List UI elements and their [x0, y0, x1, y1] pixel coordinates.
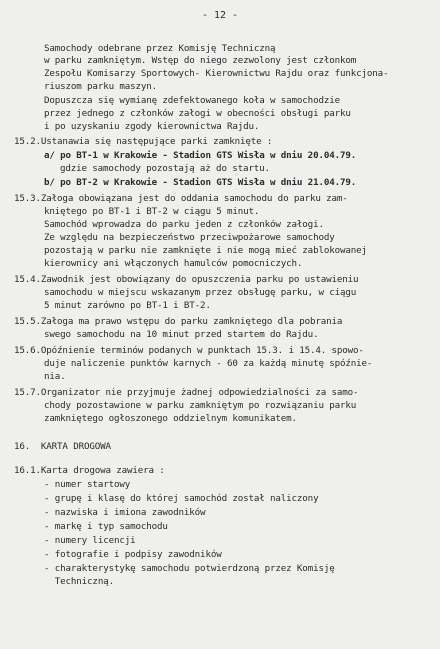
list-item: - numer startowy [44, 479, 131, 490]
section-15-5-line: 15.5.Załoga ma prawo wstępu do parku zamkniętego dla pobrania [14, 316, 343, 327]
section-16-heading: 16. KARTA DROGOWA [14, 441, 111, 452]
section-15-3-line: 15.3.Załoga obowiązana jest do oddania samochodu do parku zam- [14, 193, 348, 204]
list-item: - charakterystykę samochodu potwierdzoną przez Komisję [44, 563, 335, 574]
intro-line: w parku zamkniętym. Wstęp do niego zezwolony jest członkom [44, 55, 357, 66]
list-item: - fotografie i podpisy zawodników [44, 549, 222, 560]
section-15-3-line: kierownicy ani włączonych hamulców pomocniczych. [44, 258, 303, 269]
section-15-3-line: Samochód wprowadza do parku jeden z członków załogi. [44, 219, 324, 230]
list-item: - markę i typ samochodu [44, 521, 168, 532]
section-15-7-line: zamkniętego ogłoszonego oddzielnym komunikatem. [44, 413, 297, 424]
section-15-6-line: duje naliczenie punktów karnych - 60 za każdą minutę spóźnie- [44, 358, 373, 369]
section-15-6-line: nia. [44, 371, 66, 382]
section-15-6-line: 15.6.Opóźnienie terminów podanych w punktach 15.3. i 15.4. spowo- [14, 345, 364, 356]
intro-line: i po uzyskaniu zgody kierownictwa Rajdu. [44, 121, 260, 132]
section-15-2-item-a-cont: gdzie samochody pozostają aż do startu. [60, 163, 270, 174]
section-16-1-heading: 16.1.Karta drogowa zawiera : [14, 465, 165, 476]
section-15-4-line: samochodu w miejscu wskazanym przez obsługę parku, w ciągu [44, 287, 357, 298]
intro-line: Zespołu Komisarzy Sportowych- Kierownictwu Rajdu oraz funkcjona- [44, 68, 389, 79]
intro-line: przez jednego z członków załogi w obecności obsługi parku [44, 108, 351, 119]
list-item: Techniczną. [44, 576, 114, 587]
list-item: - nazwiska i imiona zawodników [44, 507, 206, 518]
section-15-7-line: 15.7.Organizator nie przyjmuje żadnej odpowiedzialności za samo- [14, 387, 359, 398]
section-15-2-heading: 15.2.Ustanawia się następujące parki zamknięte : [14, 136, 273, 147]
section-15-2-item-b: b/ po BT-2 w Krakowie - Stadion GTS Wisła w dniu 21.04.79. [44, 177, 357, 188]
section-15-5-line: swego samochodu na 10 minut przed startem do Rajdu. [44, 329, 319, 340]
intro-line: riuszom parku maszyn. [44, 81, 158, 92]
list-item: - grupę i klasę do której samochód został naliczony [44, 493, 319, 504]
section-15-3-line: Ze względu na bezpieczeństwo przeciwpożarowe samochody [44, 232, 335, 243]
section-15-4-line: 15.4.Zawodnik jest obowiązany do opuszczenia parku po ustawieniu [14, 274, 359, 285]
page-number: - 12 - [201, 10, 239, 21]
section-15-7-line: chody pozostawione w parku zamkniętym po rozwiązaniu parku [44, 400, 357, 411]
section-15-2-item-a: a/ po BT-1 w Krakowie - Stadion GTS Wisła w dniu 20.04.79. [44, 150, 357, 161]
section-15-4-line: 5 minut zarówno po BT-1 i BT-2. [44, 300, 211, 311]
intro-line: Dopuszcza się wymianę zdefektowanego koła w samochodzie [44, 95, 340, 106]
section-15-3-line: kniętego po BT-1 i BT-2 w ciągu 5 minut. [44, 206, 260, 217]
list-item: - numery licencji [44, 535, 136, 546]
section-15-3-line: pozostają w parku nie zamknięte i nie mogą mieć zablokowanej [44, 245, 367, 256]
intro-line: Samochody odebrane przez Komisję Techniczną [44, 43, 276, 54]
